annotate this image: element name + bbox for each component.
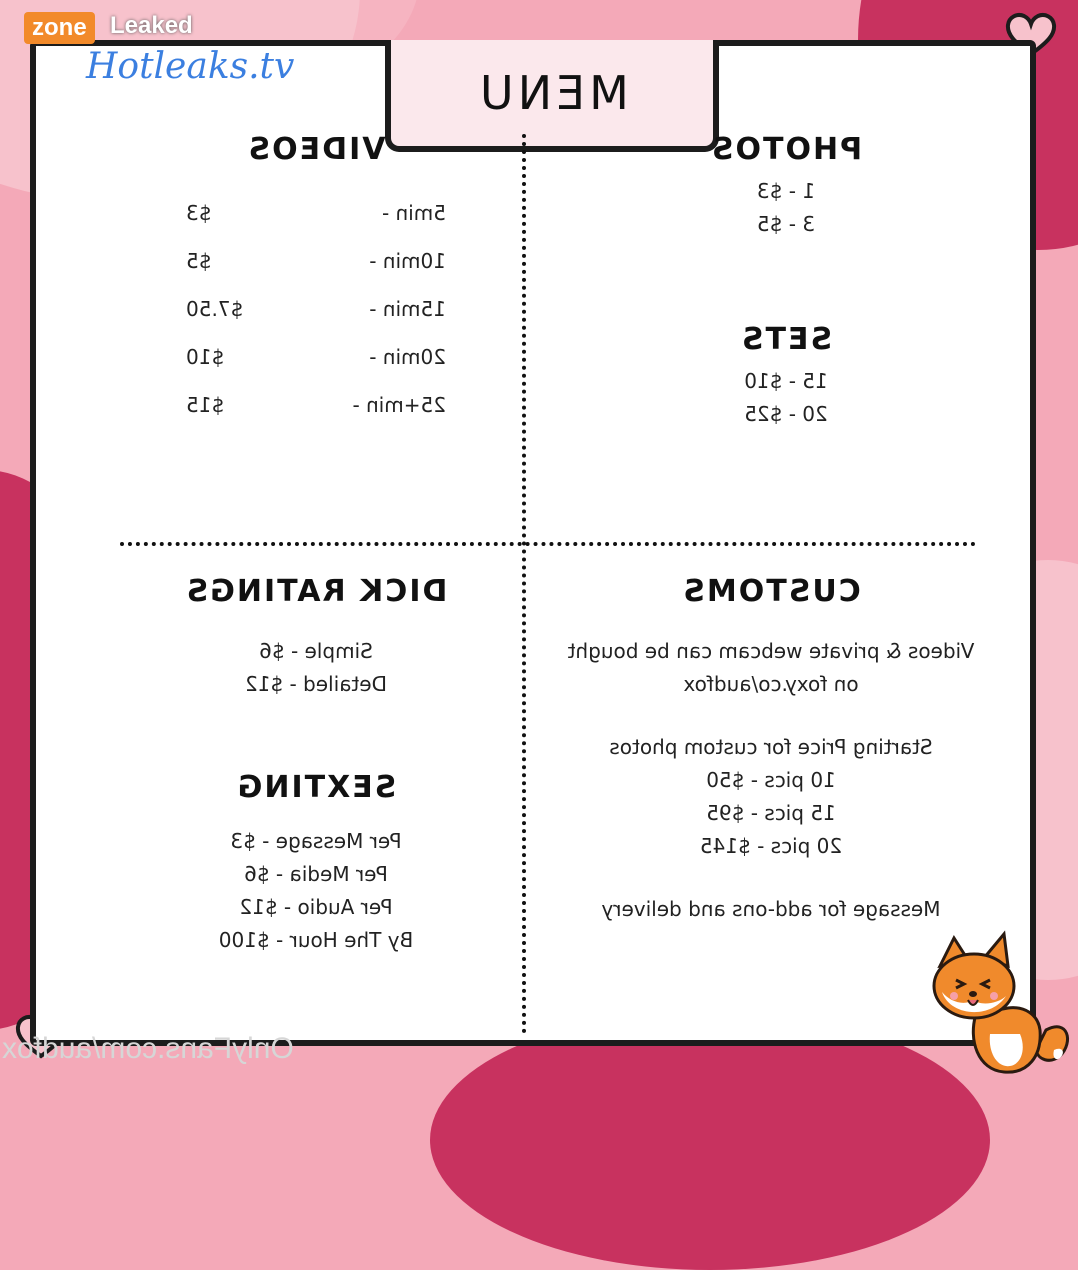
- video-duration: 10min -: [369, 249, 446, 273]
- dick-ratings-item: Simple - $6: [259, 639, 373, 663]
- video-price-row: [186, 237, 446, 285]
- video-price: $15: [186, 393, 225, 417]
- video-duration: 5min -: [381, 201, 446, 225]
- video-price: $3: [186, 201, 212, 225]
- sets-item: 15 - $10: [744, 369, 828, 393]
- photos-heading: PHOTOS: [709, 132, 863, 167]
- photos-section: [596, 132, 976, 241]
- video-duration: 15min -: [369, 297, 446, 321]
- video-price: $5: [186, 249, 212, 273]
- page-title: MENU: [475, 66, 629, 120]
- photos-item: 3 - $5: [756, 212, 816, 236]
- video-duration: 20min -: [369, 345, 446, 369]
- sexting-item: Per Message - $3: [230, 829, 402, 853]
- sexting-item: By The Hour - $100: [218, 928, 414, 952]
- menu-card: [30, 40, 1036, 1046]
- watermark-site: Hotleaks.tv: [86, 46, 295, 87]
- customs-section: [546, 574, 996, 926]
- watermark-footer: [2, 1032, 294, 1066]
- videos-section: [186, 132, 446, 429]
- sets-section: [596, 322, 976, 431]
- video-price: $10: [186, 345, 225, 369]
- videos-heading: VIDEOS: [246, 132, 386, 167]
- bg-blob: [430, 1010, 990, 1270]
- customs-starting-price: Starting Price for custom photos: [609, 735, 933, 759]
- watermark-footer-text: OnlyFans.com/audfox: [2, 1032, 294, 1065]
- sets-heading: SETS: [739, 322, 833, 357]
- sexting-heading: SEXTING: [235, 770, 397, 805]
- vertical-divider: [522, 134, 526, 1034]
- watermark-logo: [24, 10, 294, 90]
- video-duration: 25+min -: [352, 393, 446, 417]
- video-price-row: [186, 381, 446, 429]
- sexting-item: Per Media - $6: [244, 862, 388, 886]
- video-price-row: [186, 333, 446, 381]
- sexting-section: [186, 770, 446, 957]
- video-price-row: [186, 285, 446, 333]
- dick-ratings-section: [146, 574, 486, 701]
- video-price-row: [186, 189, 446, 237]
- fox-icon: [928, 930, 1076, 1078]
- watermark-label: Leaked: [110, 12, 193, 39]
- customs-item: 10 pics - $50: [706, 768, 836, 792]
- dick-ratings-item: Detailed - $12: [244, 672, 388, 696]
- customs-intro-line: Videos & private webcam can be bought: [567, 639, 975, 663]
- customs-note: Message for add-ons and delivery: [601, 897, 941, 921]
- sets-item: 20 - $25: [744, 402, 828, 426]
- sexting-item: Per Audio - $12: [239, 895, 393, 919]
- video-price: $7.50: [186, 297, 244, 321]
- customs-item: 15 pics - $95: [706, 801, 836, 825]
- dick-ratings-heading: DICK RATINGS: [184, 574, 448, 609]
- customs-intro-line: on foxy.co/audfox: [683, 672, 859, 696]
- watermark-badge: zone: [24, 12, 95, 44]
- customs-item: 20 pics - $145: [699, 834, 843, 858]
- horizontal-divider: [120, 542, 976, 546]
- customs-heading: CUSTOMS: [681, 574, 861, 609]
- photos-item: 1 - $3: [756, 179, 816, 203]
